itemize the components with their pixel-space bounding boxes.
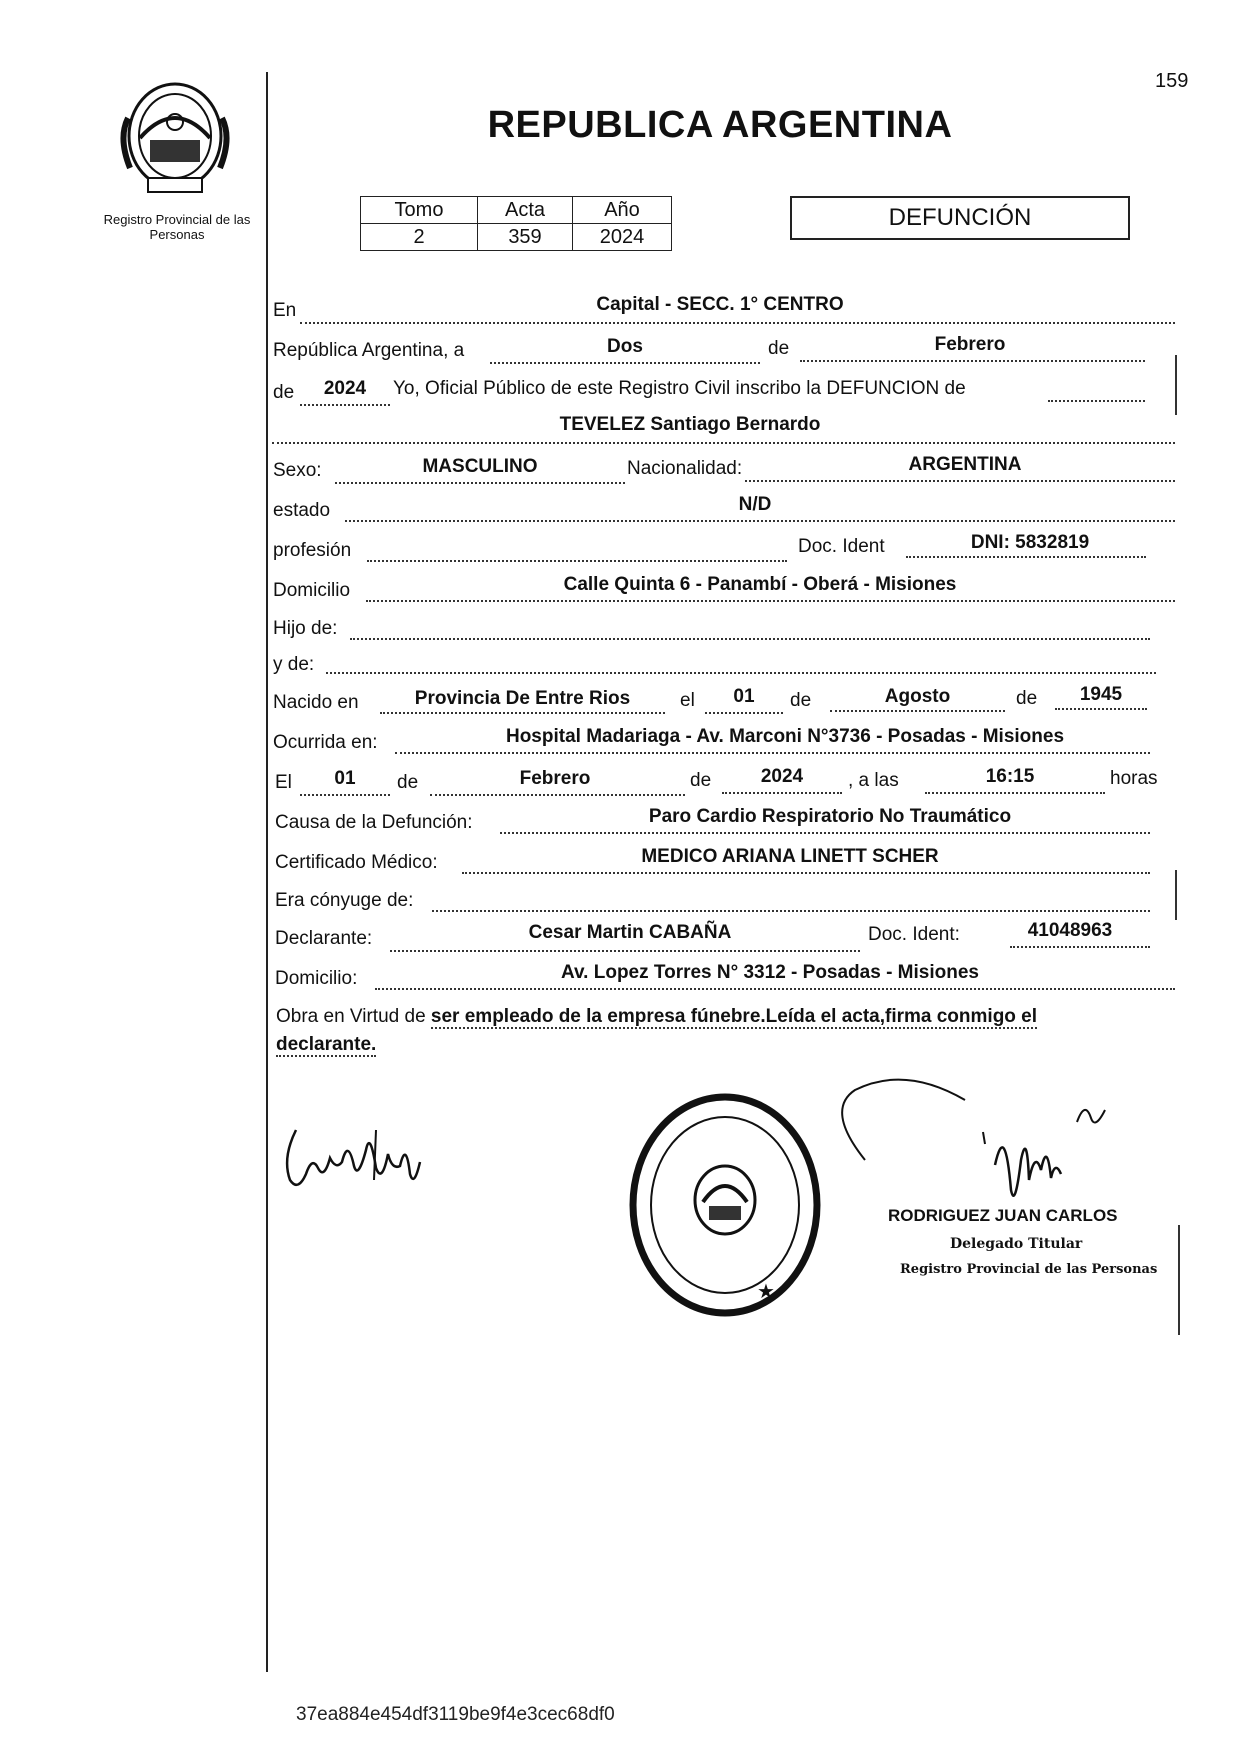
act-value-tomo: 2 (361, 224, 478, 251)
act-header-anio: Año (573, 197, 672, 224)
label-a-las: , a las (848, 770, 899, 791)
label-y-de: y de: (273, 654, 315, 675)
label-certificado: Certificado Médico: (275, 852, 438, 873)
dotted-line (705, 712, 783, 714)
value-dni: DNI: 5832819 (970, 532, 1090, 553)
label-nacionalidad: Nacionalidad: (627, 458, 743, 479)
label-hijo-de: Hijo de: (273, 618, 338, 639)
official-name: RODRIGUEZ JUAN CARLOS (888, 1206, 1118, 1225)
page-title: REPUBLICA ARGENTINA (487, 104, 953, 146)
label-republica: República Argentina, a (273, 340, 465, 361)
act-value-acta: 359 (478, 224, 573, 251)
label-doc-ident2: Doc. Ident: (868, 924, 960, 945)
label-sexo: Sexo: (273, 460, 322, 481)
value-declarante-domicilio: Av. Lopez Torres N° 3312 - Posadas - Misiones (561, 962, 979, 983)
dotted-line (432, 910, 1150, 912)
official-org: Registro Provincial de las Personas (900, 1262, 1158, 1277)
obra-paragraph (276, 1003, 1176, 1059)
dotted-line (800, 360, 1145, 362)
dotted-line (380, 712, 665, 714)
dotted-line (745, 480, 1175, 482)
dotted-line (350, 638, 1150, 640)
dotted-line (1010, 946, 1150, 948)
dotted-line (462, 872, 1150, 874)
label-estado: estado (273, 500, 331, 521)
act-header-acta: Acta (478, 197, 573, 224)
label-el2: El (275, 772, 292, 793)
dotted-line (906, 556, 1146, 558)
value-nacido-mes: Agosto (884, 686, 951, 707)
label-conyuge: Era cónyuge de: (275, 890, 414, 911)
value-certificado: MEDICO ARIANA LINETT SCHER (641, 846, 939, 867)
dotted-line (1055, 708, 1147, 710)
dotted-line (366, 600, 1175, 602)
right-mark (1175, 870, 1177, 920)
official-stamp (625, 1090, 825, 1325)
label-yo: Yo, Oficial Público de este Registro Civil inscribo la DEFUNCION de (393, 378, 966, 399)
value-mes: Febrero (934, 334, 1006, 355)
value-declarante: Cesar Martin CABAÑA (528, 922, 732, 943)
label-de-fallec-1: de (397, 772, 419, 793)
registry-name: Registro Provincial de las Personas (103, 212, 251, 242)
label-de2: de (273, 382, 295, 403)
label-de-fallec-2: de (690, 770, 712, 791)
label-nacido-en: Nacido en (273, 692, 359, 713)
label-en: En (273, 300, 297, 321)
label-obra: Obra en Virtud de (276, 1006, 426, 1027)
label-doc-ident: Doc. Ident (798, 536, 885, 557)
value-sexo: MASCULINO (422, 456, 538, 477)
page-number: 159 (1155, 70, 1189, 92)
value-obra-text: ser empleado de la empresa fúnebre.Leída el acta,firma conmigo el (430, 1006, 1038, 1027)
value-ocurrida: Hospital Madariaga - Av. Marconi N°3736 - Posadas - Misiones (505, 726, 1065, 747)
label-domicilio2: Domicilio: (275, 968, 358, 989)
dotted-line (335, 482, 625, 484)
value-domicilio: Calle Quinta 6 - Panambí - Oberá - Misiones (563, 574, 957, 595)
svg-text:★: ★ (757, 1279, 775, 1303)
label-horas: horas (1110, 768, 1158, 789)
label-el: el (680, 690, 695, 711)
dotted-line (490, 362, 760, 364)
value-fallec-anio: 2024 (760, 766, 804, 787)
document-hash: 37ea884e454df3119be9f4e3cec68df0 (296, 1704, 615, 1725)
dotted-line (830, 710, 1005, 712)
dotted-line (395, 752, 1150, 754)
dotted-line (430, 794, 685, 796)
dotted-line (345, 520, 1175, 522)
label-causa: Causa de la Defunción: (275, 812, 473, 833)
value-fallec-dia: 01 (334, 768, 356, 789)
act-value-anio: 2024 (573, 224, 672, 251)
dotted-line (367, 560, 787, 562)
act-type-box: DEFUNCIÓN (790, 196, 1130, 240)
act-table (360, 196, 672, 251)
value-obra-text2: declarante. (276, 1034, 377, 1055)
dotted-line (390, 950, 860, 952)
label-domicilio: Domicilio (273, 580, 351, 601)
province-seal-logo (110, 78, 240, 203)
value-causa: Paro Cardio Respiratorio No Traumático (648, 806, 1012, 827)
value-dia: Dos (607, 336, 643, 357)
dotted-line (300, 404, 390, 406)
official-title: Delegado Titular (950, 1236, 1083, 1252)
label-ocurrida-en: Ocurrida en: (273, 732, 378, 753)
dotted-line (375, 988, 1175, 990)
dotted-line (500, 832, 1150, 834)
value-nombre: TEVELEZ Santiago Bernardo (559, 414, 821, 435)
act-header-tomo: Tomo (361, 197, 478, 224)
margin-line (266, 72, 268, 1672)
label-profesion: profesión (273, 540, 352, 561)
declarante-signature (278, 1110, 428, 1205)
right-mark (1175, 355, 1177, 415)
value-nacionalidad: ARGENTINA (908, 454, 1022, 475)
dotted-line (300, 794, 390, 796)
value-declarante-doc: 41048963 (1027, 920, 1113, 941)
right-mark (1178, 1225, 1180, 1335)
value-nacido-dia: 01 (733, 686, 755, 707)
value-estado: N/D (738, 494, 772, 515)
dotted-line (272, 442, 1175, 444)
dotted-line (300, 322, 1175, 324)
dotted-line (326, 672, 1156, 674)
value-lugar: Capital - SECC. 1° CENTRO (596, 294, 844, 315)
label-de-nacido-2: de (1016, 688, 1038, 709)
value-nacido-anio: 1945 (1079, 684, 1123, 705)
dotted-line (722, 792, 842, 794)
label-de: de (768, 338, 790, 359)
label-de-nacido-1: de (790, 690, 812, 711)
value-hora: 16:15 (985, 766, 1035, 787)
dotted-line (925, 792, 1105, 794)
value-fallec-mes: Febrero (519, 768, 591, 789)
dotted-line (1048, 400, 1145, 402)
value-nacido-lugar: Provincia De Entre Rios (414, 688, 631, 709)
value-anio: 2024 (323, 378, 367, 399)
label-declarante: Declarante: (275, 928, 373, 949)
